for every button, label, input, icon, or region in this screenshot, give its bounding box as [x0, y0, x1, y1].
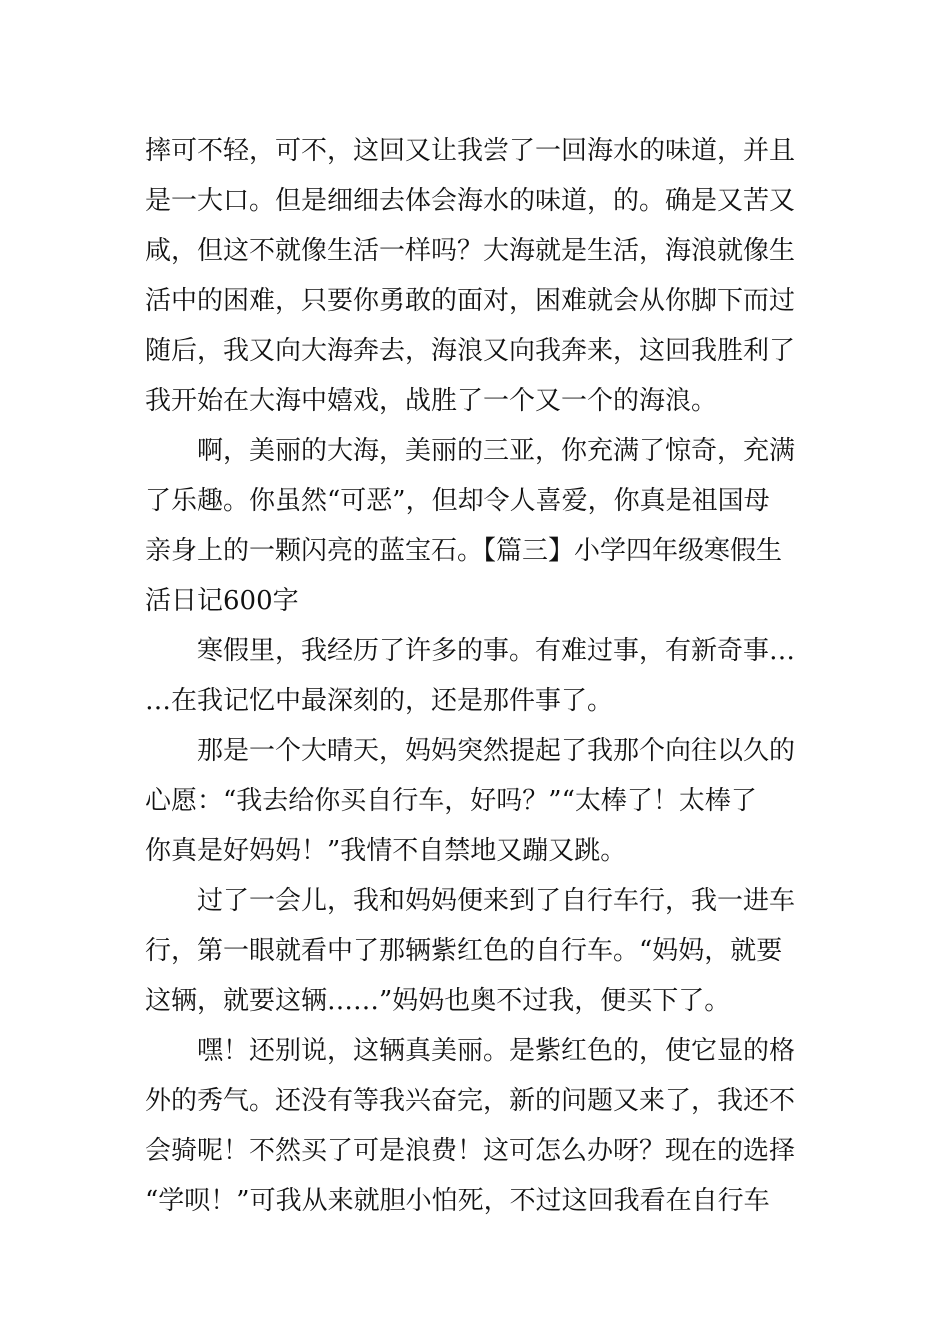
text-line: 你真是好妈妈！”我情不自禁地又蹦又跳。 — [145, 836, 627, 866]
text-line: 是一大口。但是细细去体会海水的味道，的。确是又苦又 — [145, 186, 796, 216]
text-line: 我开始在大海中嬉戏，战胜了一个又一个的海浪。 — [145, 386, 718, 416]
text-line: 活中的困难，只要你勇敢的面对，困难就会从你脚下而过 — [145, 286, 796, 316]
text-line: 嘿！还别说，这辆真美丽。是紫红色的，使它显的格 — [145, 1036, 796, 1066]
text-line: 会骑呢！不然买了可是浪费！这可怎么办呀？现在的选择 — [145, 1136, 796, 1166]
text-line: 心愿：“我去给你买自行车，好吗？”“太棒了！太棒了 — [145, 786, 757, 816]
text-line: 随后，我又向大海奔去，海浪又向我奔来，这回我胜利了 — [145, 336, 796, 366]
text-line: “学呗！”可我从来就胆小怕死，不过这回我看在自行车 — [145, 1186, 770, 1216]
text-line: 行，第一眼就看中了那辆紫红色的自行车。“妈妈，就要 — [145, 936, 783, 966]
text-line: 寒假里，我经历了许多的事。有难过事，有新奇事… — [145, 636, 796, 666]
text-line: …在我记忆中最深刻的，还是那件事了。 — [145, 686, 614, 716]
text-line: 活日记600字 — [145, 586, 299, 616]
text-line: 外的秀气。还没有等我兴奋完，新的问题又来了，我还不 — [145, 1086, 796, 1116]
text-line: 过了一会儿，我和妈妈便来到了自行车行，我一进车 — [145, 886, 796, 916]
text-line: 咸，但这不就像生活一样吗？大海就是生活，海浪就像生 — [145, 236, 796, 266]
document-body — [145, 126, 810, 1226]
text-line: 那是一个大晴天，妈妈突然提起了我那个向往以久的 — [145, 736, 796, 766]
text-line: 这辆，就要这辆……”妈妈也奥不过我，便买下了。 — [145, 986, 731, 1016]
text-line: 亲身上的一颗闪亮的蓝宝石。【篇三】小学四年级寒假生 — [145, 536, 783, 566]
text-line: 摔可不轻，可不，这回又让我尝了一回海水的味道，并且 — [145, 136, 796, 166]
text-line: 啊，美丽的大海，美丽的三亚，你充满了惊奇，充满 — [145, 436, 796, 466]
text-line: 了乐趣。你虽然“可恶”，但却令人喜爱，你真是祖国母 — [145, 486, 770, 516]
